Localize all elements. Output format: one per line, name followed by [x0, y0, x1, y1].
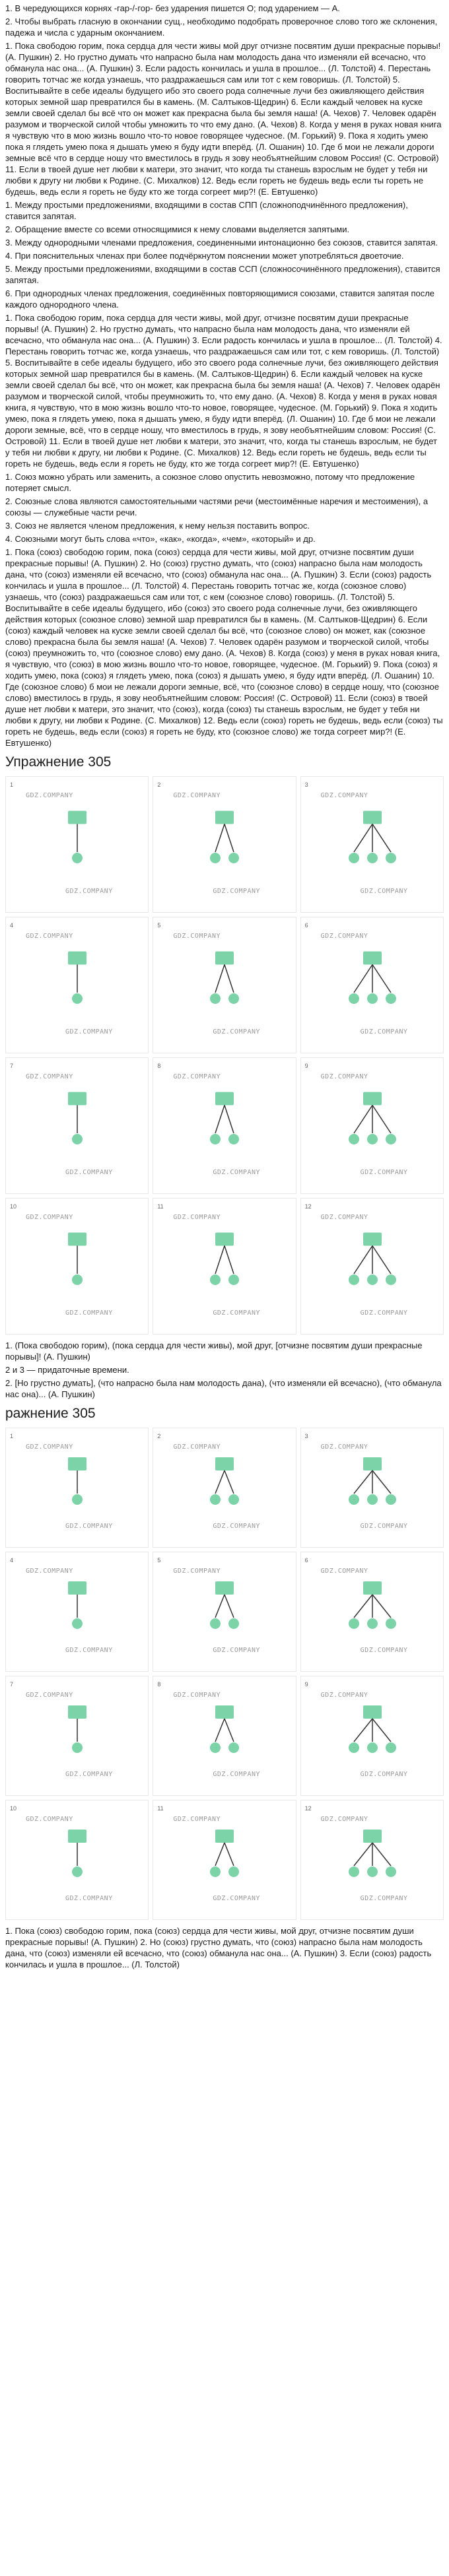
scheme-tile	[153, 1428, 296, 1548]
rule-text-6: 4. При пояснительных членах при более подчёркнутом пояснении может употребляться двоеточие.	[5, 251, 404, 261]
watermark: GDZ.COMPANY	[320, 1073, 368, 1080]
tile-number: 9	[304, 1063, 308, 1069]
watermark: GDZ.COMPANY	[320, 1443, 368, 1451]
tile-number: 7	[10, 1681, 14, 1688]
subordinate-clause-circle	[349, 1618, 359, 1629]
tile-number: 7	[10, 1063, 14, 1069]
main-clause-box	[68, 1457, 86, 1470]
section-title-2: ражнение 305	[5, 1406, 96, 1421]
subordinate-clause-circle	[367, 1134, 378, 1144]
scheme-arrow	[224, 1246, 234, 1274]
main-clause-box	[68, 1581, 86, 1595]
subordinate-clause-circle	[367, 1742, 378, 1753]
main-clause-box	[215, 1830, 234, 1843]
tile-number: 5	[157, 922, 161, 929]
scheme-tile	[5, 1552, 149, 1672]
sentence-scheme-diagram	[301, 1676, 444, 1795]
scheme-arrow	[372, 1719, 391, 1742]
scheme-tile	[5, 776, 149, 913]
watermark: GDZ.COMPANY	[26, 1816, 73, 1823]
sentence-scheme-diagram	[153, 777, 296, 912]
subordinate-clause-circle	[367, 853, 378, 863]
sentence-scheme-diagram	[6, 1552, 149, 1671]
tile-number: 11	[157, 1805, 164, 1812]
watermark: GDZ.COMPANY	[26, 1692, 73, 1699]
subordinate-clause-circle	[228, 1274, 239, 1285]
scheme-tile	[300, 1057, 444, 1194]
watermark: GDZ.COMPANY	[360, 888, 408, 895]
scheme-arrow	[215, 1470, 224, 1494]
scheme-tile	[5, 1198, 149, 1335]
main-clause-box	[363, 952, 382, 965]
watermark: GDZ.COMPANY	[360, 1028, 408, 1036]
section-title-1: Упражнение 305	[5, 754, 112, 770]
main-clause-box	[68, 1830, 86, 1843]
sentence-scheme-diagram	[6, 1199, 149, 1334]
main-clause-box	[215, 1581, 234, 1595]
main-clause-box	[215, 811, 234, 824]
watermark: GDZ.COMPANY	[65, 1771, 113, 1778]
main-clause-box	[363, 1705, 382, 1719]
scheme-tile	[153, 1676, 296, 1796]
watermark: GDZ.COMPANY	[65, 1895, 113, 1902]
subordinate-clause-circle	[386, 993, 396, 1004]
watermark: GDZ.COMPANY	[360, 1169, 408, 1176]
rule-text-7: 5. Между простыми предложениями, входящими в состав ССП (сложносочинённого предложения), ставится запятая.	[5, 264, 440, 285]
rule-text-12: 4. Союзными могут быть слова «что», «как», «когда», «чем», «который» и др.	[5, 534, 316, 544]
sentence-scheme-diagram	[301, 777, 444, 912]
sentence-scheme-diagram	[6, 777, 149, 912]
scheme-tile	[300, 917, 444, 1053]
main-clause-box	[215, 1092, 234, 1106]
watermark: GDZ.COMPANY	[213, 1523, 261, 1530]
subordinate-clause-circle	[210, 1134, 221, 1144]
watermark: GDZ.COMPANY	[65, 1309, 113, 1317]
sentence-scheme-diagram	[153, 1428, 296, 1547]
tile-number: 12	[304, 1203, 312, 1210]
exercise-text-3: 1. Пока (союз) свободою горим, пока (союз) сердца для чести живы, мой друг, отчизне посвятим души прекрасные порывы! (А. Пушкин) 2. Но (союз) грустно думать, что (союз) напрасно была нам молодость дана, что (союз) изменяли ей всечасно, что (союз) обманула нас она... (А. Пушкин) 3. Если (союз) радость кончилась и ушла в прошлое... (Л. Толстой) 4. Перестань говорить тотчас же, когда (союзное слово) узнаешь, что (союз) раздражаешься сам или тот, с кем (союзное слово) говоришь. (Л. Толстой) 5. Воспитывайте в себе идеалы будущего, ибо (союз) это своего рода солнечные лучи, без оживляющего действия которых (союзное слово) земной шар превратился бы в камень. (М. Салтыков-Щедрин) 6. Если (союз) каждый человек на куске земли своей сделал бы всё, что (союзное слово) он может, как (союзное слово) прекрасна была бы земля наша! (А. Чехов) 7. Человек одарён разумом и творческой силой, чтобы (союз) преумножить то, что (союзное слово) ему дано. (А. Чехов) 8. Когда (союз) у меня в руках новая книга, я чувствую, что (союз) в мою жизнь вошло что-то новое, говорящее, чудесное. (М. Горький) 9. Пока (союз) я ходить умею, пока (союз) я глядеть умею, пока (союз) я дышать умею, я буду идти вперёд. (Л. Ошанин) 10. Где (союзное слово) б мои не лежали дороги земные, всё, что (союзное слово) в сердце ношу, что (союзное слово) вместилось в грудь, я зову необъятнейшим словом: Россия! (С. Островой) 11. Если (союз) в твоей душе нет любви к матери, это значит, что (союз), когда (союз) ты станешь взрослым, не будет у тебя ни любви к другу, ни любви к Родине. (С. Михалков) 12. Ведь если (союз) гореть не будешь, ведь если (союз) ты гореть не будешь, ведь если (союз) я гореть не буду, кто (союзное слово) же тогда согреет мир?! (Е. Евтушенко)	[5, 547, 443, 748]
watermark: GDZ.COMPANY	[26, 933, 73, 940]
main-clause-box	[215, 1457, 234, 1470]
watermark: GDZ.COMPANY	[65, 1647, 113, 1654]
tile-number: 4	[10, 922, 14, 929]
sentence-scheme-diagram	[6, 1676, 149, 1795]
main-clause-box	[363, 811, 382, 824]
scheme-arrow	[224, 1843, 234, 1866]
subordinate-clause-circle	[349, 1134, 359, 1144]
scheme-tile	[300, 1800, 444, 1920]
sentence-scheme-diagram	[301, 1199, 444, 1334]
tile-number: 10	[10, 1203, 17, 1210]
subordinate-clause-circle	[210, 853, 221, 863]
sentence-scheme-diagram	[153, 1199, 296, 1334]
rule-text-5: 3. Между однородными членами предложения, соединенными интонационно без союзов, ставится запятая.	[5, 238, 438, 248]
scheme-arrow	[354, 1470, 372, 1494]
sentence-scheme-diagram	[153, 1800, 296, 1919]
watermark: GDZ.COMPANY	[65, 1028, 113, 1036]
subordinate-clause-circle	[228, 1866, 239, 1877]
analysis-note-2: 2 и 3 — придаточные времени.	[5, 1365, 129, 1375]
subordinate-clause-circle	[72, 1494, 83, 1505]
watermark: GDZ.COMPANY	[213, 1169, 261, 1176]
scheme-tile	[5, 1676, 149, 1796]
scheme-arrow	[215, 1595, 224, 1618]
scheme-tile	[5, 1800, 149, 1920]
subordinate-clause-circle	[72, 1274, 83, 1285]
watermark: GDZ.COMPANY	[213, 1771, 261, 1778]
sentence-scheme-diagram	[301, 1552, 444, 1671]
subordinate-clause-circle	[386, 1274, 396, 1285]
tile-number: 8	[157, 1063, 161, 1069]
subordinate-clause-circle	[349, 993, 359, 1004]
scheme-gallery-1	[5, 776, 444, 1335]
scheme-arrow	[354, 824, 372, 853]
scheme-arrow	[372, 1470, 391, 1494]
watermark: GDZ.COMPANY	[320, 792, 368, 799]
watermark: GDZ.COMPANY	[65, 1523, 113, 1530]
tile-number: 3	[304, 1433, 308, 1439]
subordinate-clause-circle	[210, 1866, 221, 1877]
watermark: GDZ.COMPANY	[173, 933, 221, 940]
watermark: GDZ.COMPANY	[173, 1214, 221, 1221]
watermark: GDZ.COMPANY	[320, 1214, 368, 1221]
subordinate-clause-circle	[210, 993, 221, 1004]
scheme-tile	[300, 1552, 444, 1672]
subordinate-clause-circle	[210, 1618, 221, 1629]
main-clause-box	[215, 1233, 234, 1246]
main-clause-box	[68, 1705, 86, 1719]
exercise-text-2: 1. Пока свободою горим, пока сердца для чести живы, мой друг, отчизне посвятим души прекрасные порывы! (А. Пушкин) 2. Но грустно думать, что напрасно была нам молодость дана, что изменяли ей всечасно, что обманула нас она... (А. Пушкин) 3. Если радость кончилась и ушла в прошлое... (Л. Толстой) 4. Перестань говорить тотчас же, когда узнаешь, что раздражаешься сам или тот, с кем говоришь. (Л. Толстой) 5. Воспитывайте в себе идеалы будущего, ибо это своего рода солнечные лучи, без оживляющего действия которых земной шар превратился бы в камень. (М. Салтыков-Щедрин) 6. Если каждый человек на куске земли своей сделал бы всё, что он может, как прекрасна была бы земля наша! (А. Чехов) 7. Человек одарён разумом и творческой силой, чтобы преумножить то, что ему дано. (А. Чехов) 8. Когда у меня в руках новая книга, я чувствую, что в мою жизнь вошло что-то новое, говорящее, чудесное. (М. Горький) 9. Пока я ходить умею, пока я глядеть умею, пока я дышать умею, я буду идти вперёд. (Л. Ошанин) 10. Где б мои не лежали дороги земные, всё, что в сердце ношу, что вместилось в грудь, я зову необъятнейшим словом: Россия! (С. Островой) 11. Если в твоей душе нет любви к матери, это значит, что, когда ты станешь взрослым, не будет у тебя ни любви к другу, ни любви к Родине. (С. Михалков) 12. Ведь если гореть не будешь, ведь если ты гореть не будешь, ведь если я гореть не буду, кто же тогда согреет мир?! (Е. Евтушенко)	[5, 313, 442, 469]
scheme-arrow	[372, 965, 391, 993]
subordinate-clause-circle	[228, 1742, 239, 1753]
scheme-arrow	[215, 1843, 224, 1866]
subordinate-clause-circle	[72, 853, 83, 863]
subordinate-clause-circle	[210, 1494, 221, 1505]
rule-text-9: 1. Союз можно убрать или заменить, а союзное слово опустить невозможно, потому что предложение потеряет смысл.	[5, 472, 415, 493]
sentence-scheme-diagram	[301, 1428, 444, 1547]
watermark: GDZ.COMPANY	[360, 1647, 408, 1654]
subordinate-clause-circle	[367, 1866, 378, 1877]
main-clause-box	[68, 1092, 86, 1106]
tile-number: 8	[157, 1681, 161, 1688]
scheme-tile	[300, 1676, 444, 1796]
subordinate-clause-circle	[367, 1494, 378, 1505]
scheme-tile	[300, 1198, 444, 1335]
main-clause-box	[363, 1233, 382, 1246]
tile-number: 3	[304, 781, 308, 788]
sentence-scheme-diagram	[301, 1058, 444, 1193]
scheme-tile	[5, 917, 149, 1053]
subordinate-clause-circle	[367, 1618, 378, 1629]
main-clause-box	[363, 1092, 382, 1106]
subordinate-clause-circle	[228, 1494, 239, 1505]
subordinate-clause-circle	[72, 1618, 83, 1629]
watermark: GDZ.COMPANY	[213, 1309, 261, 1317]
watermark: GDZ.COMPANY	[173, 792, 221, 799]
scheme-arrow	[372, 1246, 391, 1274]
watermark: GDZ.COMPANY	[65, 1169, 113, 1176]
scheme-arrow	[354, 1719, 372, 1742]
exercise-text-tail: 1. Пока (союз) свободою горим, пока (союз) сердца для чести живы, мой друг, отчизне посвятим души прекрасные порывы! (А. Пушкин) 2. Но (союз) грустно думать, что (союз) напрасно была нам молодость дана, что (союз) изменяли ей всечасно, что (союз) обманула нас она... (А. Пушкин) 3. Если (союз) радость кончилась и ушла в прошлое... (Л. Толстой)	[5, 1926, 432, 1969]
scheme-tile	[153, 1800, 296, 1920]
tile-number: 6	[304, 922, 308, 929]
scheme-arrow	[354, 965, 372, 993]
subordinate-clause-circle	[386, 853, 396, 863]
tile-number: 1	[10, 1433, 14, 1439]
scheme-arrow	[224, 824, 234, 853]
main-clause-box	[363, 1830, 382, 1843]
main-clause-box	[68, 811, 86, 824]
scheme-tile	[153, 1198, 296, 1335]
scheme-arrow	[354, 1246, 372, 1274]
rule-text-4: 2. Обращение вместе со всеми относящимися к нему словами выделяется запятыми.	[5, 224, 350, 234]
tile-number: 12	[304, 1805, 312, 1812]
rule-text-3: 1. Между простыми предложениями, входящими в состав СПП (сложноподчинённого предложения), ставится запятая.	[5, 200, 408, 221]
scheme-tile	[153, 776, 296, 913]
sentence-scheme-diagram	[153, 1676, 296, 1795]
scheme-tile	[153, 1057, 296, 1194]
scheme-arrow	[224, 1595, 234, 1618]
subordinate-clause-circle	[367, 993, 378, 1004]
watermark: GDZ.COMPANY	[320, 933, 368, 940]
subordinate-clause-circle	[386, 1618, 396, 1629]
subordinate-clause-circle	[210, 1742, 221, 1753]
watermark: GDZ.COMPANY	[26, 1214, 73, 1221]
subordinate-clause-circle	[386, 1494, 396, 1505]
scheme-tile	[153, 917, 296, 1053]
scheme-tile	[5, 1057, 149, 1194]
watermark: GDZ.COMPANY	[26, 792, 73, 799]
watermark: GDZ.COMPANY	[213, 888, 261, 895]
tile-number: 11	[157, 1203, 164, 1210]
subordinate-clause-circle	[349, 1866, 359, 1877]
scheme-arrow	[224, 965, 234, 993]
subordinate-clause-circle	[349, 1742, 359, 1753]
scheme-arrow	[215, 824, 224, 853]
watermark: GDZ.COMPANY	[213, 1647, 261, 1654]
watermark: GDZ.COMPANY	[26, 1443, 73, 1451]
subordinate-clause-circle	[210, 1274, 221, 1285]
sentence-scheme-diagram	[6, 1800, 149, 1919]
subordinate-clause-circle	[228, 993, 239, 1004]
subordinate-clause-circle	[72, 1742, 83, 1753]
scheme-arrow	[215, 1719, 224, 1742]
subordinate-clause-circle	[349, 1274, 359, 1285]
main-clause-box	[215, 952, 234, 965]
sentence-scheme-diagram	[6, 917, 149, 1053]
main-clause-box	[363, 1581, 382, 1595]
scheme-arrow	[224, 1719, 234, 1742]
rule-text-10: 2. Союзные слова являются самостоятельными частями речи (местоимённые наречия и местоимения), а союзы — служебные части речи.	[5, 496, 429, 517]
subordinate-clause-circle	[228, 853, 239, 863]
scheme-arrow	[372, 1843, 391, 1866]
watermark: GDZ.COMPANY	[320, 1692, 368, 1699]
scheme-arrow	[354, 1843, 372, 1866]
scheme-arrow	[372, 1595, 391, 1618]
scheme-tile	[300, 1428, 444, 1548]
tile-number: 10	[10, 1805, 17, 1812]
tile-number: 1	[10, 781, 14, 788]
sentence-scheme-diagram	[301, 1800, 444, 1919]
watermark: GDZ.COMPANY	[360, 1895, 408, 1902]
sentence-scheme-diagram	[153, 917, 296, 1053]
scheme-arrow	[354, 1595, 372, 1618]
subordinate-clause-circle	[349, 1494, 359, 1505]
sentence-scheme-diagram	[6, 1058, 149, 1193]
watermark: GDZ.COMPANY	[360, 1309, 408, 1317]
scheme-tile	[300, 776, 444, 913]
analysis-note-3: 2. [Но грустно думать], (что напрасно была нам молодость дана), (что изменяли ей всечасно), (что обманула нас она)... (А. Пушкин)	[5, 1378, 442, 1399]
tile-number: 2	[157, 1433, 161, 1439]
scheme-arrow	[372, 824, 391, 853]
watermark: GDZ.COMPANY	[173, 1692, 221, 1699]
subordinate-clause-circle	[386, 1742, 396, 1753]
watermark: GDZ.COMPANY	[173, 1443, 221, 1451]
watermark: GDZ.COMPANY	[360, 1771, 408, 1778]
watermark: GDZ.COMPANY	[65, 888, 113, 895]
analysis-note-1: 1. (Пока свободою горим), (пока сердца для чести живы), мой друг, [отчизне посвятим души прекрасные порывы]! (А. Пушкин)	[5, 1340, 423, 1362]
sentence-scheme-diagram	[6, 1428, 149, 1547]
scheme-arrow	[372, 1106, 391, 1134]
subordinate-clause-circle	[72, 1134, 83, 1144]
main-clause-box	[68, 952, 86, 965]
rule-text-1: 1. В чередующихся корнях -гар-/-гор- без ударения пишется О; под ударением — А.	[5, 3, 340, 13]
watermark: GDZ.COMPANY	[360, 1523, 408, 1530]
rule-text-8: 6. При однородных членах предложения, соединённых повторяющимися союзами, ставится запятая после каждого однородного члена.	[5, 288, 435, 310]
tile-number: 4	[10, 1557, 14, 1564]
analysis-notes	[5, 1340, 444, 1400]
watermark: GDZ.COMPANY	[26, 1073, 73, 1080]
main-clause-box	[215, 1705, 234, 1719]
subordinate-clause-circle	[386, 1866, 396, 1877]
scheme-arrow	[354, 1106, 372, 1134]
scheme-arrow	[224, 1470, 234, 1494]
watermark: GDZ.COMPANY	[26, 1568, 73, 1575]
watermark: GDZ.COMPANY	[213, 1895, 261, 1902]
scheme-arrow	[215, 965, 224, 993]
sentence-scheme-diagram	[153, 1552, 296, 1671]
tile-number: 5	[157, 1557, 161, 1564]
watermark: GDZ.COMPANY	[173, 1073, 221, 1080]
watermark: GDZ.COMPANY	[320, 1816, 368, 1823]
subordinate-clause-circle	[386, 1134, 396, 1144]
scheme-arrow	[215, 1246, 224, 1274]
watermark: GDZ.COMPANY	[320, 1568, 368, 1575]
exercise-text-1: 1. Пока свободою горим, пока сердца для чести живы мой друг отчизне посвятим души прекрасные порывы! (А. Пушкин) 2. Но грустно думать что напрасно была нам молодость дана что изменяли ей всечасно, что обманула нас она... (А. Пушкин) 3. Если радость кончилась и ушла в прошлое... (Л. Толстой) 4. Перестань говорить тотчас же когда узнаешь, что раздражаешься сам или тот с кем говоришь. (Л. Толстой) 5. Воспитывайте в себе идеалы будущего ибо это своего рода солнечные лучи без оживляющего действия которых земной шар превратился бы в камень. (М. Салтыков-Щедрин) 6. Если каждый человек на куске земли своей сделал бы всё что он может как прекрасна была бы земля наша! (А. Чехов) 7. Человек одарён разумом и творческой силой чтобы умножить то что ему дано. (А. Чехов) 8. Когда у меня в руках новая книга я чувствую что в мою жизнь вошло что-то новое говорящее чудесное. (М. Горький) 9. Пока я ходить умею пока я глядеть умею пока я дышать умею я буду идти вперёд. (Л. Ошанин) 10. Где б мои не лежали дороги земные всё что в сердце ношу что вместилось в грудь я зову необъятнейшим словом Россия! (С. Островой) 11. Если в твоей душе нет любви к матери, это значит, что когда ты станешь взрослым не будет у тебя ни любви к другу ни любви к Родине. (С. Михалков) 12. Ведь если гореть не будешь ведь если ты гореть не будешь, ведь если я гореть не буду кто же тогда согреет мир?! (Е. Евтушенко)	[5, 41, 442, 197]
subordinate-clause-circle	[228, 1618, 239, 1629]
scheme-arrow	[224, 1106, 234, 1134]
tile-number: 6	[304, 1557, 308, 1564]
subordinate-clause-circle	[72, 993, 83, 1004]
subordinate-clause-circle	[228, 1134, 239, 1144]
subordinate-clause-circle	[367, 1274, 378, 1285]
sentence-scheme-diagram	[153, 1058, 296, 1193]
scheme-arrow	[215, 1106, 224, 1134]
scheme-gallery-2	[5, 1428, 444, 1920]
rule-text-11: 3. Союз не является членом предложения, к нему нельзя поставить вопрос.	[5, 521, 310, 531]
main-clause-box	[363, 1457, 382, 1470]
scheme-tile	[5, 1428, 149, 1548]
watermark: GDZ.COMPANY	[213, 1028, 261, 1036]
sentence-scheme-diagram	[301, 917, 444, 1053]
tile-number: 9	[304, 1681, 308, 1688]
subordinate-clause-circle	[72, 1866, 83, 1877]
watermark: GDZ.COMPANY	[173, 1816, 221, 1823]
scheme-tile	[153, 1552, 296, 1672]
subordinate-clause-circle	[349, 853, 359, 863]
tile-number: 2	[157, 781, 161, 788]
watermark: GDZ.COMPANY	[173, 1568, 221, 1575]
main-clause-box	[68, 1233, 86, 1246]
rule-text-2: 2. Чтобы выбрать гласную в окончании сущ., необходимо подобрать проверочное слово того же склонения, падежа и числа с ударным окончанием.	[5, 17, 438, 38]
